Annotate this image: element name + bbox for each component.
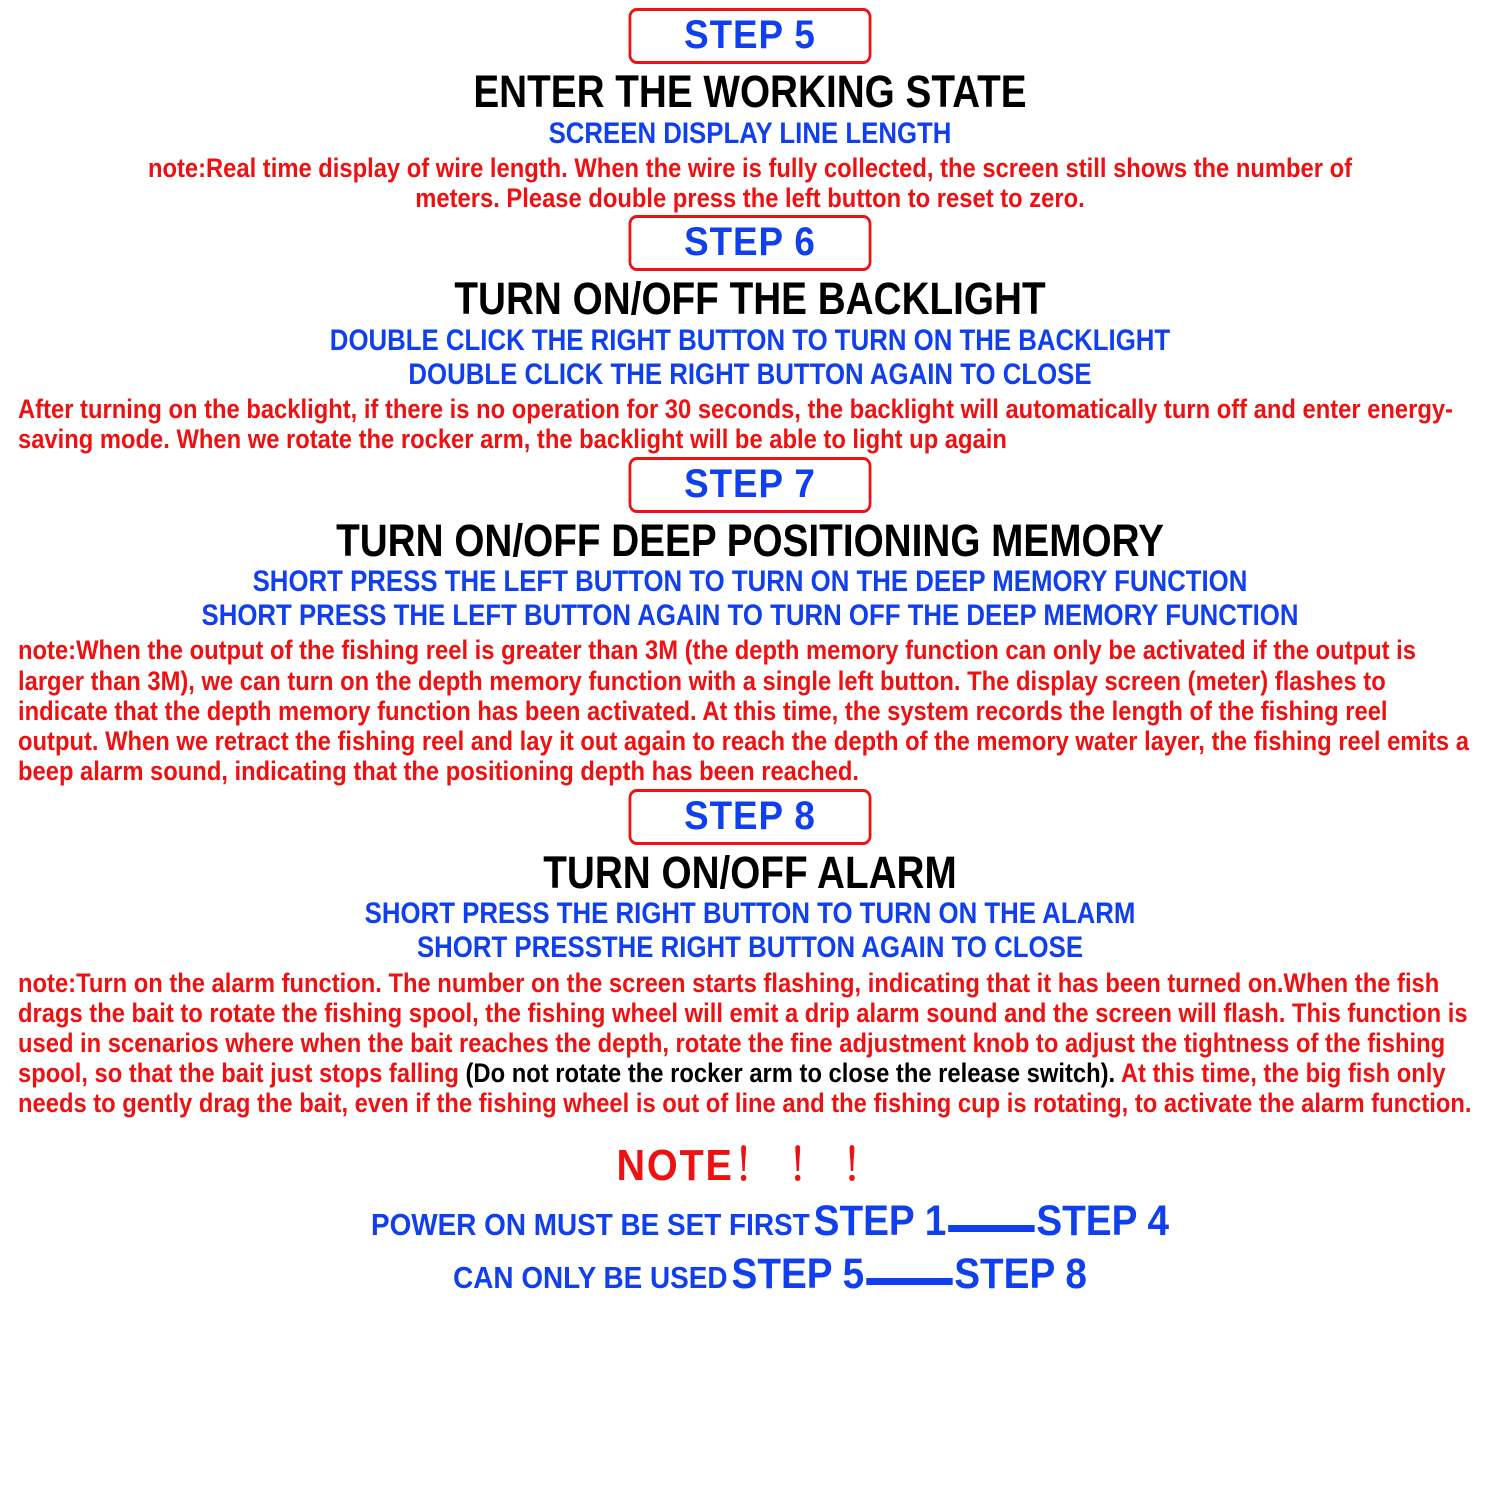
footer-line-2 — [129, 1250, 1411, 1299]
footer-line-2-prefix: CAN ONLY BE USED — [453, 1259, 728, 1295]
footer-line-1 — [129, 1197, 1411, 1246]
step-block-7 — [18, 457, 1482, 787]
step-note-5: note:Real time display of wire length. When the wire is fully collected, the screen still shows the number of meters. Please double press the left button to reset to zero. — [147, 152, 1353, 214]
footer-line-1-to: STEP 4 — [1036, 1196, 1169, 1245]
step-block-6 — [18, 215, 1482, 454]
step-subtitle-8-2: SHORT PRESSTHE RIGHT BUTTON AGAIN TO CLOSE — [416, 931, 1084, 965]
step-subtitle-5-1: SCREEN DISPLAY LINE LENGTH — [548, 116, 952, 150]
step-block-5 — [18, 8, 1482, 213]
step-note-8 — [18, 968, 1474, 1119]
footer-line-2-from: STEP 5 — [731, 1249, 865, 1298]
step-block-8 — [18, 789, 1482, 1119]
step-note-8-part2: At this time, the big fish only needs to gently drag the bait, even if the fishing wheel is out of line and the fishing cup is rotating, to activate the alarm function. — [18, 1058, 1472, 1119]
step-title-5: ENTER THE WORKING STATE — [473, 66, 1027, 117]
arrow-dash-icon-2 — [866, 1278, 952, 1285]
step-note-8-part1: note:Turn on the alarm function. The number on the screen starts flashing, indicating that it has been turned on.When the fish drags the bait to rotate the fishing spool, the fishing wheel will emit a drip alarm sound and the screen will flash. This function is used in scenarios where when the bait reaches the depth, rotate the fine adjustment knob to adjust the tightness of the fishing spool, so that the bait just stops falling — [18, 967, 1468, 1089]
step-subtitle-7-2: SHORT PRESS THE LEFT BUTTON AGAIN TO TURN OFF THE DEEP MEMORY FUNCTION — [201, 599, 1299, 633]
footer-note-title: NOTE！ ！ ！ — [616, 1140, 884, 1190]
step-note-8-black: (Do not rotate the rocker arm to close the release switch). — [465, 1058, 1116, 1089]
footer-line-1-from: STEP 1 — [813, 1196, 947, 1245]
footer-line-1-prefix: POWER ON MUST BE SET FIRST — [370, 1206, 810, 1242]
step-subtitle-6-1: DOUBLE CLICK THE RIGHT BUTTON TO TURN ON THE BACKLIGHT — [329, 323, 1171, 357]
step-badge-7: STEP 7 — [629, 457, 872, 513]
step-badge-6: STEP 6 — [629, 215, 872, 271]
step-title-8: TURN ON/OFF ALARM — [543, 846, 957, 898]
step-badge-8: STEP 8 — [629, 789, 872, 845]
footer-line-2-to: STEP 8 — [954, 1249, 1087, 1298]
step-subtitle-8-1: SHORT PRESS THE RIGHT BUTTON TO TURN ON THE ALARM — [364, 897, 1136, 931]
step-badge-5: STEP 5 — [629, 8, 872, 64]
footer-lines — [18, 1197, 1482, 1299]
step-subtitle-7-1: SHORT PRESS THE LEFT BUTTON TO TURN ON THE DEEP MEMORY FUNCTION — [252, 565, 1248, 599]
step-subtitle-6-2: DOUBLE CLICK THE RIGHT BUTTON AGAIN TO CLOSE — [408, 358, 1092, 392]
arrow-dash-icon-1 — [948, 1225, 1034, 1232]
step-title-7: TURN ON/OFF DEEP POSITIONING MEMORY — [336, 514, 1164, 566]
step-title-6: TURN ON/OFF THE BACKLIGHT — [454, 273, 1046, 325]
step-note-6: After turning on the backlight, if there is no operation for 30 seconds, the backlight will automatically turn off and enter energy-saving mode. When we rotate the rocker arm, the backlight will be able to light up again — [18, 394, 1454, 455]
step-note-7: note:When the output of the fishing reel is greater than 3M (the depth memory function can only be activated if the output is larger than 3M), we can turn on the depth memory function with a single left button. The display screen (meter) flashes to indicate that the depth memory function has been activated. At this time, the system records the length of the fishing reel output. When we retract the fishing reel and lay it out again to reach the depth of the memory water layer, the fishing reel emits a beep alarm sound, indicating that the positioning depth has been reached. — [18, 635, 1469, 787]
